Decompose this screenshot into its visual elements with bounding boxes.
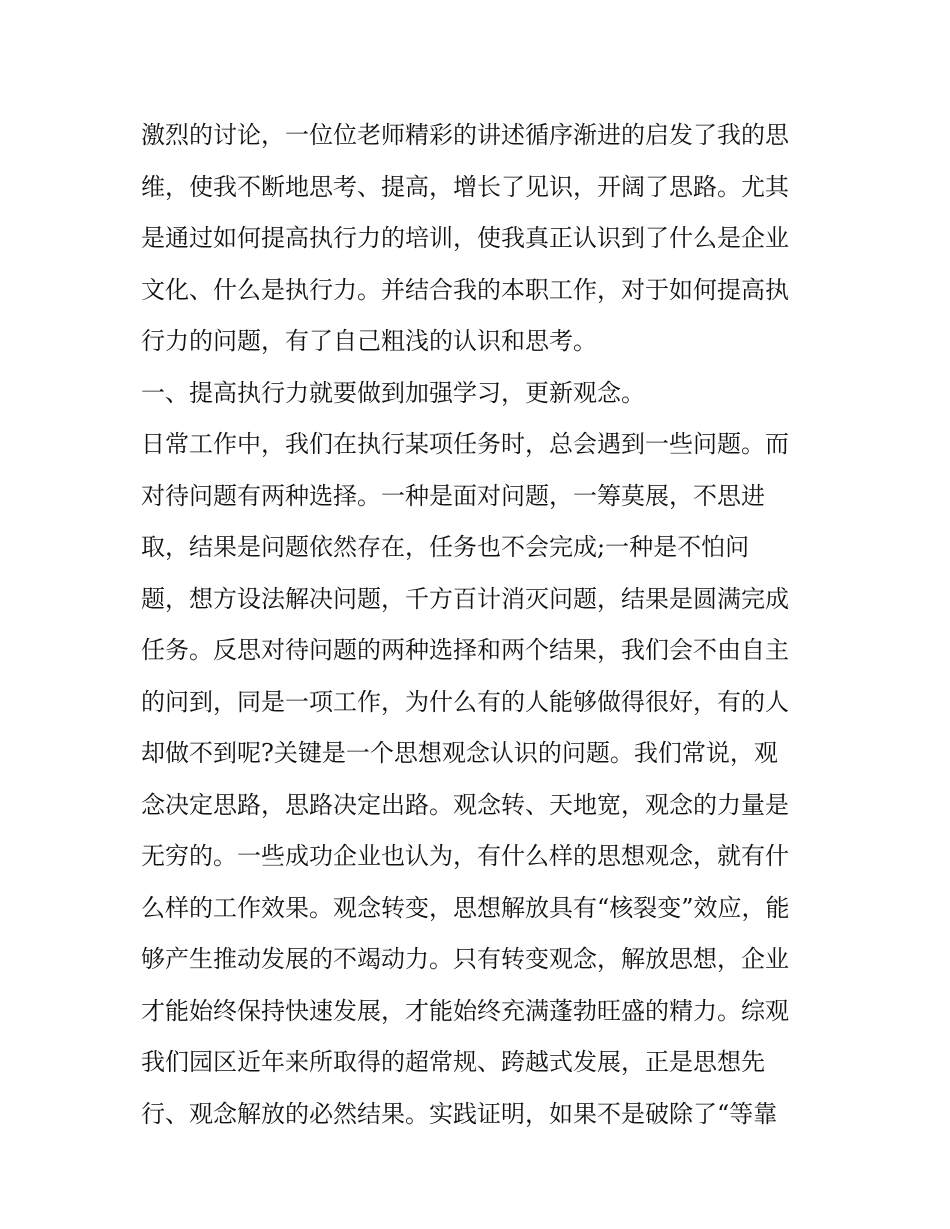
text-line: 行、观念解放的必然结果。实践证明，如果不是破除了“等靠 <box>141 1099 778 1128</box>
text-line: 激烈的讨论，一位位老师精彩的讲述循序渐进的启发了我的思 <box>141 121 789 149</box>
text-line: 行力的问题，有了自己粗浅的认识和思考。 <box>141 327 597 355</box>
text-line: 无穷的。一些成功企业也认为，有什么样的思想观念，就有什 <box>141 842 789 870</box>
section-heading: 一、提高执行力就要做到加强学习，更新观念。 <box>141 378 645 407</box>
text-line: 我们园区近年来所取得的超常规、跨越式发展，正是思想先 <box>141 1048 765 1076</box>
text-line: 取，结果是问题依然存在，任务也不会完成;一种是不怕问 <box>141 533 750 561</box>
text-line: 念决定思路，思路决定出路。观念转、天地宽，观念的力量是 <box>141 790 789 819</box>
text-line: 的问到，同是一项工作，为什么有的人能够做得很好，有的人 <box>141 687 789 716</box>
text-line: 么样的工作效果。观念转变，思想解放具有“核裂变”效应，能 <box>141 893 790 922</box>
body-text <box>141 110 831 1140</box>
text-line: 题，想方设法解决问题，千方百计消灭问题，结果是圆满完成 <box>141 584 789 613</box>
text-line: 对待问题有两种选择。一种是面对问题，一筹莫展，不思进 <box>141 481 765 510</box>
text-line: 才能始终保持快速发展，才能始终充满蓬勃旺盛的精力。综观 <box>141 996 789 1025</box>
text-line: 够产生推动发展的不竭动力。只有转变观念，解放思想，企业 <box>141 945 789 973</box>
text-line: 维，使我不断地思考、提高，增长了见识，开阔了思路。尤其 <box>141 172 789 201</box>
text-line: 任务。反思对待问题的两种选择和两个结果，我们会不由自主 <box>141 636 789 664</box>
text-line: 文化、什么是执行力。并结合我的本职工作，对于如何提高执 <box>141 275 789 304</box>
text-line: 是通过如何提高执行力的培训，使我真正认识到了什么是企业 <box>141 224 789 252</box>
text-line: 却做不到呢?关键是一个思想观念认识的问题。我们常说，观 <box>141 739 778 767</box>
text-line: 日常工作中，我们在执行某项任务时，总会遇到一些问题。而 <box>141 430 789 458</box>
